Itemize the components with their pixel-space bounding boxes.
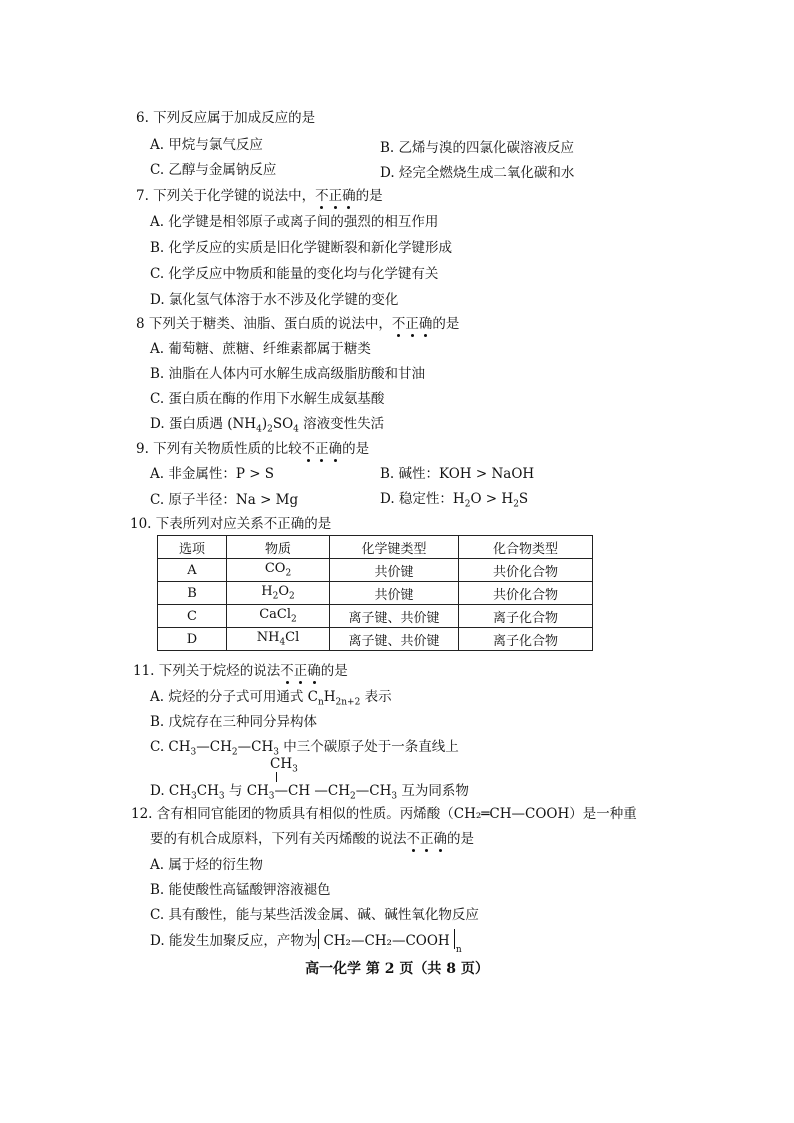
question-10-table (157, 535, 593, 651)
table-cell: D (158, 628, 227, 651)
table-row (158, 559, 593, 582)
question-12-option-c: C. 具有酸性，能与某些活泼金属、碱、碱性氧化物反应 (150, 907, 479, 923)
question-11-stem: 11. 下列关于烷烃的说法不正确的是 (133, 659, 348, 679)
question-8-option-b: B. 油脂在人体内可水解生成高级脂肪酸和甘油 (150, 366, 426, 382)
question-11-option-a: A. 烷烃的分子式可用通式 $C_nH_{2n+2}$ 表示 (150, 689, 392, 708)
methyl-branch: $CH_3$ (270, 756, 298, 775)
question-8-stem: 8 下列关于糖类、油脂、蛋白质的说法中，不正确的是 (136, 312, 459, 332)
table-cell: 共价化合物 (459, 582, 593, 605)
question-12-option-a: A. 属于烃的衍生物 (150, 857, 263, 873)
table-row (158, 605, 593, 628)
page-footer: 高一化学 第 2 页（共 8 页） (305, 961, 489, 977)
emphasis-char: 正 (294, 659, 308, 679)
table-cell: A (158, 559, 227, 582)
question-6-option-d: D. 烃完全燃烧生成二氧化碳和水 (380, 165, 575, 181)
emphasis-char: 确 (329, 437, 343, 457)
question-6-option-a: A. 甲烷与氯气反应 (150, 137, 263, 153)
table-cell: 离子键、共价键 (330, 605, 459, 628)
emphasis-text (315, 188, 356, 204)
emphasis-char: 不 (315, 184, 329, 204)
question-8-option-d: D. 蛋白质遇 $(NH_4)_2SO_4$ 溶液变性失活 (150, 416, 385, 435)
table-header-row (158, 536, 593, 559)
question-9-option-b: B. 碱性：KOH > NaOH (380, 466, 535, 482)
polymer-formula: CH₂—CH₂—COOH n (317, 933, 455, 949)
emphasis-char: 不 (280, 659, 294, 679)
question-6-option-c: C. 乙醇与金属钠反应 (150, 162, 277, 178)
table-header-cell: 物质 (227, 536, 330, 559)
table-header-cell: 化合物类型 (459, 536, 593, 559)
emphasis-char: 确 (342, 184, 356, 204)
question-12-stem-line1: 12. 含有相同官能团的物质具有相似的性质。丙烯酸（CH₂═CH—COOH）是一种重 (131, 806, 637, 822)
emphasis-char: 不 (302, 437, 316, 457)
table-row (158, 628, 593, 651)
question-7-option-c: C. 化学反应中物质和能量的变化均与化学键有关 (150, 266, 439, 282)
emphasis-char: 正 (405, 312, 419, 332)
question-7-stem: 7. 下列关于化学键的说法中，不正确的是 (136, 184, 383, 204)
table-cell: 离子键、共价键 (330, 628, 459, 651)
table-cell: 离子化合物 (459, 605, 593, 628)
table-cell: $CO_2$ (227, 559, 330, 582)
question-8-option-a: A. 葡萄糖、蔗糖、纤维素都属于糖类 (150, 341, 371, 357)
question-7-option-a: A. 化学键是相邻原子或离子间的强烈的相互作用 (150, 214, 439, 230)
question-7-option-d: D. 氯化氢气体溶于水不涉及化学键的变化 (150, 292, 399, 308)
table-cell: 共价键 (330, 582, 459, 605)
table-header-cell: 选项 (158, 536, 227, 559)
question-9-stem: 9. 下列有关物质性质的比较不正确的是 (136, 437, 369, 457)
emphasis-char: 确 (419, 312, 433, 332)
question-10-stem: 10. 下表所列对应关系不正确的是 (130, 516, 332, 532)
emphasis-text (392, 316, 433, 332)
table-cell: $H_2O_2$ (227, 582, 330, 605)
question-9-option-c: C. 原子半径：Na > Mg (150, 492, 299, 508)
table-header-cell: 化学键类型 (330, 536, 459, 559)
question-12-stem-line2: 要的有机合成原料，下列有关丙烯酸的说法不正确的是 (150, 827, 474, 847)
emphasis-char: 不 (407, 827, 421, 847)
question-7-option-b: B. 化学反应的实质是旧化学键断裂和新化学键形成 (150, 240, 453, 256)
table-cell: 离子化合物 (459, 628, 593, 651)
table-row (158, 582, 593, 605)
question-11-option-b: B. 戊烷存在三种同分异构体 (150, 714, 318, 730)
question-6-option-b: B. 乙烯与溴的四氯化碳溶液反应 (380, 140, 575, 156)
emphasis-char: 正 (420, 827, 434, 847)
table-cell: $NH_4Cl$ (227, 628, 330, 651)
question-11-option-d: D. $CH_3CH_3$ 与 $CH_3—CH$ $—CH_2—CH_3$ 互为同系物 (150, 783, 469, 802)
emphasis-char: 正 (315, 437, 329, 457)
question-12-option-d: D. 能发生加聚反应，产物为 CH₂—CH₂—COOH n (150, 929, 456, 949)
table-cell: C (158, 605, 227, 628)
question-6-stem: 6. 下列反应属于加成反应的是 (136, 110, 316, 126)
emphasis-text (302, 441, 343, 457)
emphasis-text (280, 663, 321, 679)
table-cell: CaCl$_2$ (227, 605, 330, 628)
emphasis-text (407, 831, 448, 847)
emphasis-char: 正 (329, 184, 343, 204)
emphasis-char: 确 (434, 827, 448, 847)
question-9-option-d: D. 稳定性：$H_2O > H_2S$ (380, 491, 529, 510)
question-11-option-c: C. $CH_3—CH_2—CH_3$ 中三个碳原子处于一条直线上 (150, 739, 459, 758)
emphasis-char: 确 (307, 659, 321, 679)
table-cell: 共价化合物 (459, 559, 593, 582)
emphasis-char: 不 (392, 312, 406, 332)
table-cell: B (158, 582, 227, 605)
table-cell: 共价键 (330, 559, 459, 582)
question-8-option-c: C. 蛋白质在酶的作用下水解生成氨基酸 (150, 391, 385, 407)
question-12-option-b: B. 能使酸性高锰酸钾溶液褪色 (150, 882, 331, 898)
question-9-option-a: A. 非金属性：P > S (150, 466, 275, 482)
